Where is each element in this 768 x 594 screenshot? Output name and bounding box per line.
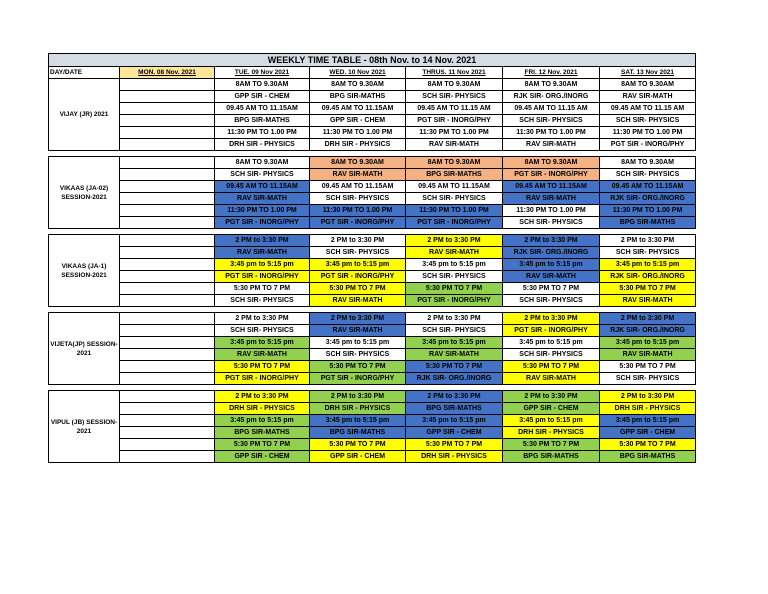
schedule-cell: DRH SIR - PHYSICS [406,451,503,463]
table-row [49,115,696,127]
schedule-cell: SCH SIR- PHYSICS [503,349,600,361]
schedule-cell: DRH SIR - PHYSICS [215,139,310,151]
header-day: THRUS. 11 Nov 2021 [406,67,503,79]
schedule-cell: GPP SIR - CHEM [215,91,310,103]
schedule-cell: GPP SIR - CHEM [215,451,310,463]
schedule-cell: 5:30 PM TO 7 PM [406,361,503,373]
schedule-cell: DRH SIR - PHYSICS [600,403,696,415]
schedule-cell: 3:45 pm to 5:15 pm [600,259,696,271]
batch-name: VIJETA(JP) SESSION-2021 [49,313,120,385]
schedule-cell: 11:30 PM TO 1.00 PM [310,205,406,217]
schedule-cell: 8AM TO 9.30AM [600,79,696,91]
schedule-cell: SCH SIR- PHYSICS [406,325,503,337]
schedule-cell: RAV SIR-MATH [600,295,696,307]
table-row [49,349,696,361]
schedule-cell [120,259,215,271]
schedule-cell: 3:45 pm to 5:15 pm [406,259,503,271]
schedule-cell: 5:30 PM TO 7 PM [310,361,406,373]
schedule-cell: 8AM TO 9.30AM [310,79,406,91]
schedule-cell: RAV SIR-MATH [215,247,310,259]
schedule-cell: 3:45 pm to 5:15 pm [215,259,310,271]
schedule-cell: 2 PM to 3:30 PM [600,313,696,325]
header-day: WED. 10 Nov 2021 [310,67,406,79]
schedule-cell: 5:30 PM TO 7 PM [406,283,503,295]
table-row [49,235,696,247]
schedule-cell: 3:45 pm to 5:15 pm [310,415,406,427]
schedule-cell [120,337,215,349]
schedule-cell [120,349,215,361]
schedule-cell: GPP SIR - CHEM [503,403,600,415]
schedule-cell: 3:45 pm to 5:15 pm [310,259,406,271]
schedule-cell: 8AM TO 9.30AM [310,157,406,169]
schedule-cell: 8AM TO 9.30AM [215,79,310,91]
schedule-cell [120,79,215,91]
schedule-cell: 09.45 AM TO 11.15 AM [406,103,503,115]
schedule-cell: BPG SIR-MATHS [310,427,406,439]
schedule-cell: 2 PM to 3:30 PM [215,391,310,403]
schedule-cell [120,451,215,463]
schedule-cell: 3:45 pm to 5:15 pm [503,259,600,271]
schedule-cell: RJK SIR- ORG./INORG [406,373,503,385]
schedule-cell [120,205,215,217]
schedule-cell: SCH SIR- PHYSICS [406,91,503,103]
schedule-cell: 8AM TO 9.30AM [600,157,696,169]
schedule-cell: RAV SIR-MATH [406,247,503,259]
table-row [49,295,696,307]
schedule-cell: SCH SIR- PHYSICS [310,349,406,361]
schedule-cell: RAV SIR-MATH [215,193,310,205]
schedule-cell: 3:45 pm to 5:15 pm [215,415,310,427]
schedule-cell [120,103,215,115]
schedule-cell: RJK SIR- ORG./INORG [600,271,696,283]
schedule-cell: BPG SIR-MATHS [600,451,696,463]
schedule-cell: SCH SIR- PHYSICS [600,169,696,181]
timetable [48,53,696,463]
schedule-cell: BPG SIR-MATHS [310,91,406,103]
schedule-cell: 3:45 pm to 5:15 pm [503,337,600,349]
table-row [49,205,696,217]
schedule-cell: DRH SIR - PHYSICS [310,139,406,151]
schedule-cell: 3:45 pm to 5:15 pm [310,337,406,349]
schedule-cell: PGT SIR - INORG/PHY [215,271,310,283]
schedule-cell: 5:30 PM TO 7 PM [503,439,600,451]
schedule-cell [120,217,215,229]
schedule-cell: 09.45 AM TO 11.15AM [310,103,406,115]
schedule-cell: 2 PM to 3:30 PM [503,391,600,403]
batch-name: VIKAAS (JA-1) SESSION-2021 [49,235,120,307]
schedule-cell: 5:30 PM TO 7 PM [215,361,310,373]
schedule-cell: RAV SIR-MATH [600,349,696,361]
schedule-cell: RJK SIR- ORG./INORG [503,91,600,103]
schedule-cell: 11:30 PM TO 1.00 PM [600,127,696,139]
schedule-cell: 5:30 PM TO 7 PM [600,439,696,451]
schedule-cell [120,391,215,403]
table-row [49,127,696,139]
schedule-cell: SCH SIR- PHYSICS [503,295,600,307]
schedule-cell: 5:30 PM TO 7 PM [215,283,310,295]
table-row [49,361,696,373]
schedule-cell [120,169,215,181]
schedule-cell: 8AM TO 9.30AM [503,79,600,91]
schedule-cell [120,403,215,415]
schedule-cell: 3:45 pm to 5:15 pm [600,337,696,349]
schedule-cell: 8AM TO 9.30AM [406,79,503,91]
schedule-cell [120,295,215,307]
schedule-cell: 2 PM to 3:30 PM [600,235,696,247]
schedule-cell: 2 PM to 3:30 PM [215,235,310,247]
schedule-cell: 11:30 PM TO 1.00 PM [503,205,600,217]
schedule-cell: 09.45 AM TO 11.15AM [406,181,503,193]
schedule-cell: DRH SIR - PHYSICS [215,403,310,415]
schedule-cell: BPG SIR-MATHS [215,115,310,127]
schedule-cell: 09.45 AM TO 11.15AM [310,181,406,193]
batch-name: VIKAAS (JA-02) SESSION-2021 [49,157,120,229]
header-day: MON. 08 Nov. 2021 [120,67,215,79]
schedule-cell: PGT SIR - INORG/PHY [310,373,406,385]
schedule-cell: 2 PM to 3:30 PM [503,313,600,325]
schedule-cell: GPP SIR - CHEM [406,427,503,439]
schedule-cell: 11:30 PM TO 1.00 PM [406,127,503,139]
schedule-cell: BPG SIR-MATHS [503,451,600,463]
table-row [49,157,696,169]
schedule-cell: 5:30 PM TO 7 PM [503,283,600,295]
schedule-cell [120,139,215,151]
schedule-cell: 3:45 pm to 5:15 pm [406,337,503,349]
schedule-cell: 3:45 pm to 5:15 pm [215,337,310,349]
schedule-cell: 09.45 AM TO 11.15 AM [600,103,696,115]
schedule-cell: 3:45 pm to 5:15 pm [600,415,696,427]
schedule-cell: 2 PM to 3:30 PM [503,235,600,247]
schedule-cell: RAV SIR-MATH [310,325,406,337]
schedule-cell: SCH SIR- PHYSICS [600,373,696,385]
table-row [49,451,696,463]
header-day: FRI. 12 Nov. 2021 [503,67,600,79]
schedule-cell: PGT SIR - INORG/PHY [310,217,406,229]
schedule-cell: DRH SIR - PHYSICS [310,403,406,415]
table-row [49,103,696,115]
schedule-cell: PGT SIR - INORG/PHY [503,325,600,337]
schedule-cell: SCH SIR- PHYSICS [215,169,310,181]
schedule-cell: PGT SIR - INORG/PHY [600,139,696,151]
schedule-cell: 11:30 PM TO 1.00 PM [406,205,503,217]
schedule-cell: RAV SIR-MATH [503,139,600,151]
schedule-cell [120,325,215,337]
schedule-cell: 11:30 PM TO 1.00 PM [310,127,406,139]
schedule-cell: PGT SIR - INORG/PHY [310,271,406,283]
schedule-cell: 8AM TO 9.30AM [215,157,310,169]
schedule-cell: SCH SIR- PHYSICS [406,193,503,205]
schedule-cell: SCH SIR- PHYSICS [600,115,696,127]
table-row [49,325,696,337]
schedule-cell: SCH SIR- PHYSICS [503,115,600,127]
schedule-cell: 5:30 PM TO 7 PM [503,361,600,373]
schedule-cell [120,157,215,169]
schedule-cell: SCH SIR- PHYSICS [600,247,696,259]
header-day: SAT. 13 Nov 2021 [600,67,696,79]
schedule-cell: RAV SIR-MATH [406,139,503,151]
schedule-cell: SCH SIR- PHYSICS [406,271,503,283]
schedule-cell: RAV SIR-MATH [503,193,600,205]
table-row [49,139,696,151]
schedule-cell: 2 PM to 3:30 PM [310,313,406,325]
schedule-cell: SCH SIR- PHYSICS [215,295,310,307]
schedule-cell: RAV SIR-MATH [406,349,503,361]
schedule-cell: 11:30 PM TO 1.00 PM [600,205,696,217]
schedule-cell [120,235,215,247]
batch-name: VIJAY (JR) 2021 [49,79,120,151]
schedule-cell: RAV SIR-MATH [310,295,406,307]
schedule-cell: 09.45 AM TO 11.15AM [215,181,310,193]
schedule-cell [120,193,215,205]
schedule-cell: GPP SIR - CHEM [310,115,406,127]
schedule-cell: 8AM TO 9.30AM [503,157,600,169]
schedule-cell: PGT SIR - INORG/PHY [215,373,310,385]
schedule-cell: 5:30 PM TO 7 PM [310,439,406,451]
schedule-cell [120,271,215,283]
schedule-cell: 09.45 AM TO 11.15AM [215,103,310,115]
schedule-cell: BPG SIR-MATHS [406,169,503,181]
table-row [49,193,696,205]
table-row [49,79,696,91]
schedule-cell [120,313,215,325]
schedule-cell: 2 PM to 3:30 PM [310,235,406,247]
schedule-cell: 11:30 PM TO 1.00 PM [215,127,310,139]
schedule-cell [120,181,215,193]
schedule-cell: GPP SIR - CHEM [600,427,696,439]
schedule-cell: SCH SIR- PHYSICS [503,217,600,229]
schedule-cell: SCH SIR- PHYSICS [310,247,406,259]
table-row [49,283,696,295]
header-daydate: DAY/DATE [49,67,120,79]
table-row [49,91,696,103]
table-row [49,217,696,229]
schedule-cell: 09.45 AM TO 11.15AM [503,181,600,193]
schedule-cell: 2 PM to 3:30 PM [406,235,503,247]
table-row [49,259,696,271]
schedule-cell: 11:30 PM TO 1.00 PM [503,127,600,139]
schedule-cell [120,361,215,373]
table-row [49,271,696,283]
table-row [49,403,696,415]
schedule-cell: PGT SIR - INORG/PHY [406,217,503,229]
schedule-cell: DRH SIR - PHYSICS [503,427,600,439]
schedule-cell: RAV SIR-MATH [310,169,406,181]
schedule-cell: RJK SIR- ORG./INORG [503,247,600,259]
table-row [49,427,696,439]
table-row [49,181,696,193]
schedule-cell: RAV SIR-MATH [503,373,600,385]
schedule-cell: 11:30 PM TO 1.00 PM [215,205,310,217]
schedule-cell: RAV SIR-MATH [503,271,600,283]
table-row [49,391,696,403]
schedule-cell: 2 PM to 3:30 PM [406,391,503,403]
schedule-cell: RAV SIR-MATH [215,349,310,361]
schedule-cell [120,127,215,139]
header-row [49,67,696,79]
schedule-cell: GPP SIR - CHEM [310,451,406,463]
schedule-cell: PGT SIR - INORG/PHY [406,115,503,127]
schedule-cell: PGT SIR - INORG/PHY [215,217,310,229]
table-row [49,415,696,427]
schedule-cell: 5:30 PM TO 7 PM [406,439,503,451]
schedule-cell: RAV SIR-MATH [600,91,696,103]
schedule-cell [120,373,215,385]
schedule-cell: 09.45 AM TO 11.15AM [600,181,696,193]
table-row [49,169,696,181]
schedule-cell: 3:45 pm to 5:15 pm [406,415,503,427]
schedule-cell [120,439,215,451]
schedule-cell: PGT SIR - INORG/PHY [503,169,600,181]
page-title: WEEKLY TIME TABLE - 08th Nov. to 14 Nov. 2021 [49,54,696,67]
schedule-cell: SCH SIR- PHYSICS [215,325,310,337]
schedule-cell [120,427,215,439]
schedule-cell: 5:30 PM TO 7 PM [215,439,310,451]
schedule-cell [120,247,215,259]
schedule-cell [120,115,215,127]
table-row [49,439,696,451]
schedule-cell: 2 PM to 3:30 PM [310,391,406,403]
schedule-cell: 3:45 pm to 5:15 pm [503,415,600,427]
schedule-cell: 09.45 AM TO 11.15 AM [503,103,600,115]
schedule-cell [120,415,215,427]
schedule-cell: BPG SIR-MATHS [600,217,696,229]
table-row [49,313,696,325]
table-row [49,247,696,259]
schedule-cell: 2 PM to 3:30 PM [215,313,310,325]
table-row [49,337,696,349]
schedule-cell: RJK SIR- ORG./INORG [600,193,696,205]
header-day: TUE. 09 Nov 2021 [215,67,310,79]
table-row [49,373,696,385]
schedule-cell: RJK SIR- ORG./INORG [600,325,696,337]
schedule-cell: SCH SIR- PHYSICS [310,193,406,205]
schedule-cell: BPG SIR-MATHS [215,427,310,439]
schedule-cell: PGT SIR - INORG/PHY [406,295,503,307]
schedule-cell: 5:30 PM TO 7 PM [600,361,696,373]
schedule-cell: 5:30 PM TO 7 PM [600,283,696,295]
schedule-cell [120,283,215,295]
schedule-cell [120,91,215,103]
schedule-cell: 5:30 PM TO 7 PM [310,283,406,295]
schedule-cell: BPG SIR-MATHS [406,403,503,415]
batch-name: VIPUL (JB) SESSION-2021 [49,391,120,463]
schedule-cell: 2 PM to 3:30 PM [600,391,696,403]
schedule-cell: 2 PM to 3:30 PM [406,313,503,325]
schedule-cell: 8AM TO 9.30AM [406,157,503,169]
